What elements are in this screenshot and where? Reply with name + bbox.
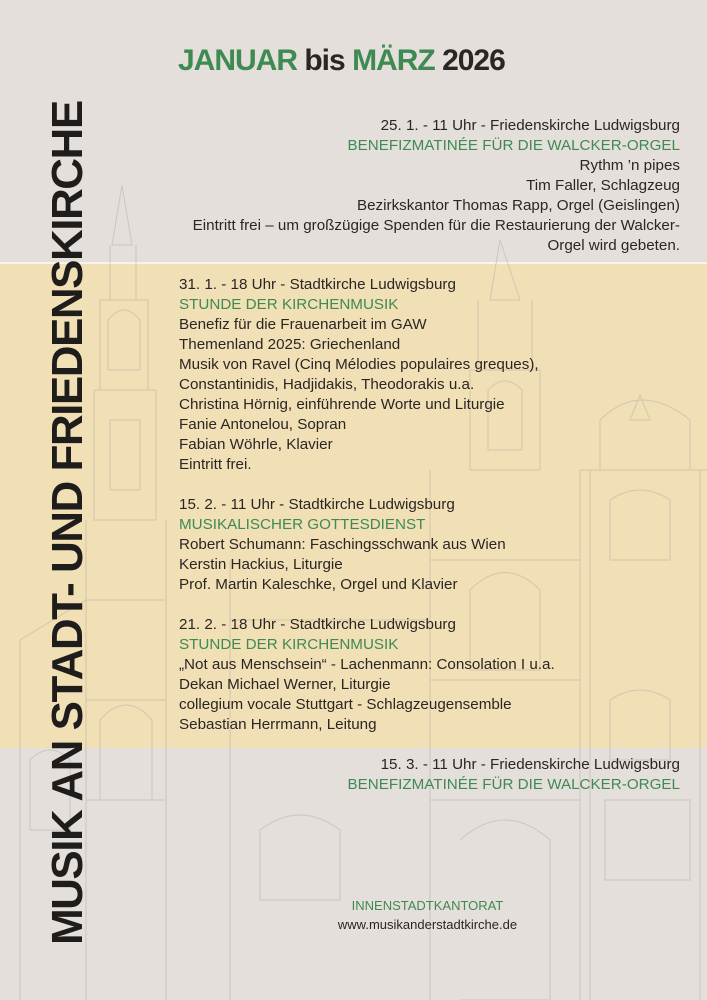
event-2 [179,275,539,475]
event-detail: Robert Schumann: Faschingsschwank aus Wien [179,536,506,553]
event-detail: Bezirkskantor Thomas Rapp, Orgel (Geislingen) [356,197,680,214]
event-detail: Dekan Michael Werner, Liturgie [179,676,391,693]
event-detail: collegium vocale Stuttgart - Schlagzeugensemble [179,696,512,713]
event-title: BENEFIZMATINÉE FÜR DIE WALCKER-ORGEL [347,776,680,793]
headline-month-start: JANUAR [178,44,298,77]
event-detail: Prof. Martin Kaleschke, Orgel und Klavier [179,576,458,593]
event-title: STUNDE DER KIRCHENMUSIK [179,296,399,313]
event-detail: Fabian Wöhrle, Klavier [179,436,333,453]
event-3 [179,495,506,595]
band-divider [0,262,707,264]
event-detail: Benefiz für die Frauenarbeit im GAW [179,316,427,333]
event-detail: Eintritt frei – um großzügige Spenden für die Restaurierung der Walcker-Orgel wird gebeten. [192,217,680,254]
event-detail: Christina Hörnig, einführende Worte und Liturgie [179,396,505,413]
footer [250,896,605,934]
event-date-line: 25. 1. - 11 Uhr - Friedenskirche Ludwigsburg [380,117,680,134]
event-detail: Sebastian Herrmann, Leitung [179,716,377,733]
event-detail: Tim Faller, Schlagzeug [526,177,680,194]
event-detail: Themenland 2025: Griechenland [179,336,401,353]
event-detail: „Not aus Menschsein“ - Lachenmann: Consolation I u.a. [179,656,555,673]
event-title: STUNDE DER KIRCHENMUSIK [179,636,399,653]
headline-month-end: MÄRZ [352,44,435,77]
vertical-title: MUSIK AN STADT- UND FRIEDENSKIRCHE [43,101,92,945]
footer-organization: INNENSTADTKANTORAT [351,898,504,913]
event-5 [180,755,680,795]
event-title: MUSIKALISCHER GOTTESDIENST [179,516,426,533]
event-date-line: 21. 2. - 18 Uhr - Stadtkirche Ludwigsburg [179,616,456,633]
headline-connector: bis [304,44,345,77]
event-date-line: 31. 1. - 18 Uhr - Stadtkirche Ludwigsburg [179,276,456,293]
event-detail: Fanie Antonelou, Sopran [179,416,347,433]
event-detail: Rythm ’n pipes [579,157,680,174]
page-headline [178,44,505,78]
event-date-line: 15. 3. - 11 Uhr - Friedenskirche Ludwigsburg [380,756,680,773]
event-detail: Eintritt frei. [179,456,252,473]
event-detail: Constantinidis, Hadjidakis, Theodorakis u.a. [179,376,475,393]
event-detail: Musik von Ravel (Cinq Mélodies populaires greques), [179,356,539,373]
event-title: BENEFIZMATINÉE FÜR DIE WALCKER-ORGEL [347,137,680,154]
event-1 [180,116,680,256]
event-4 [179,615,555,735]
event-date-line: 15. 2. - 11 Uhr - Stadtkirche Ludwigsburg [179,496,455,513]
event-detail: Kerstin Hackius, Liturgie [179,556,343,573]
headline-year: 2026 [442,44,505,77]
footer-website-link[interactable]: www.musikanderstadtkirche.de [337,917,518,932]
